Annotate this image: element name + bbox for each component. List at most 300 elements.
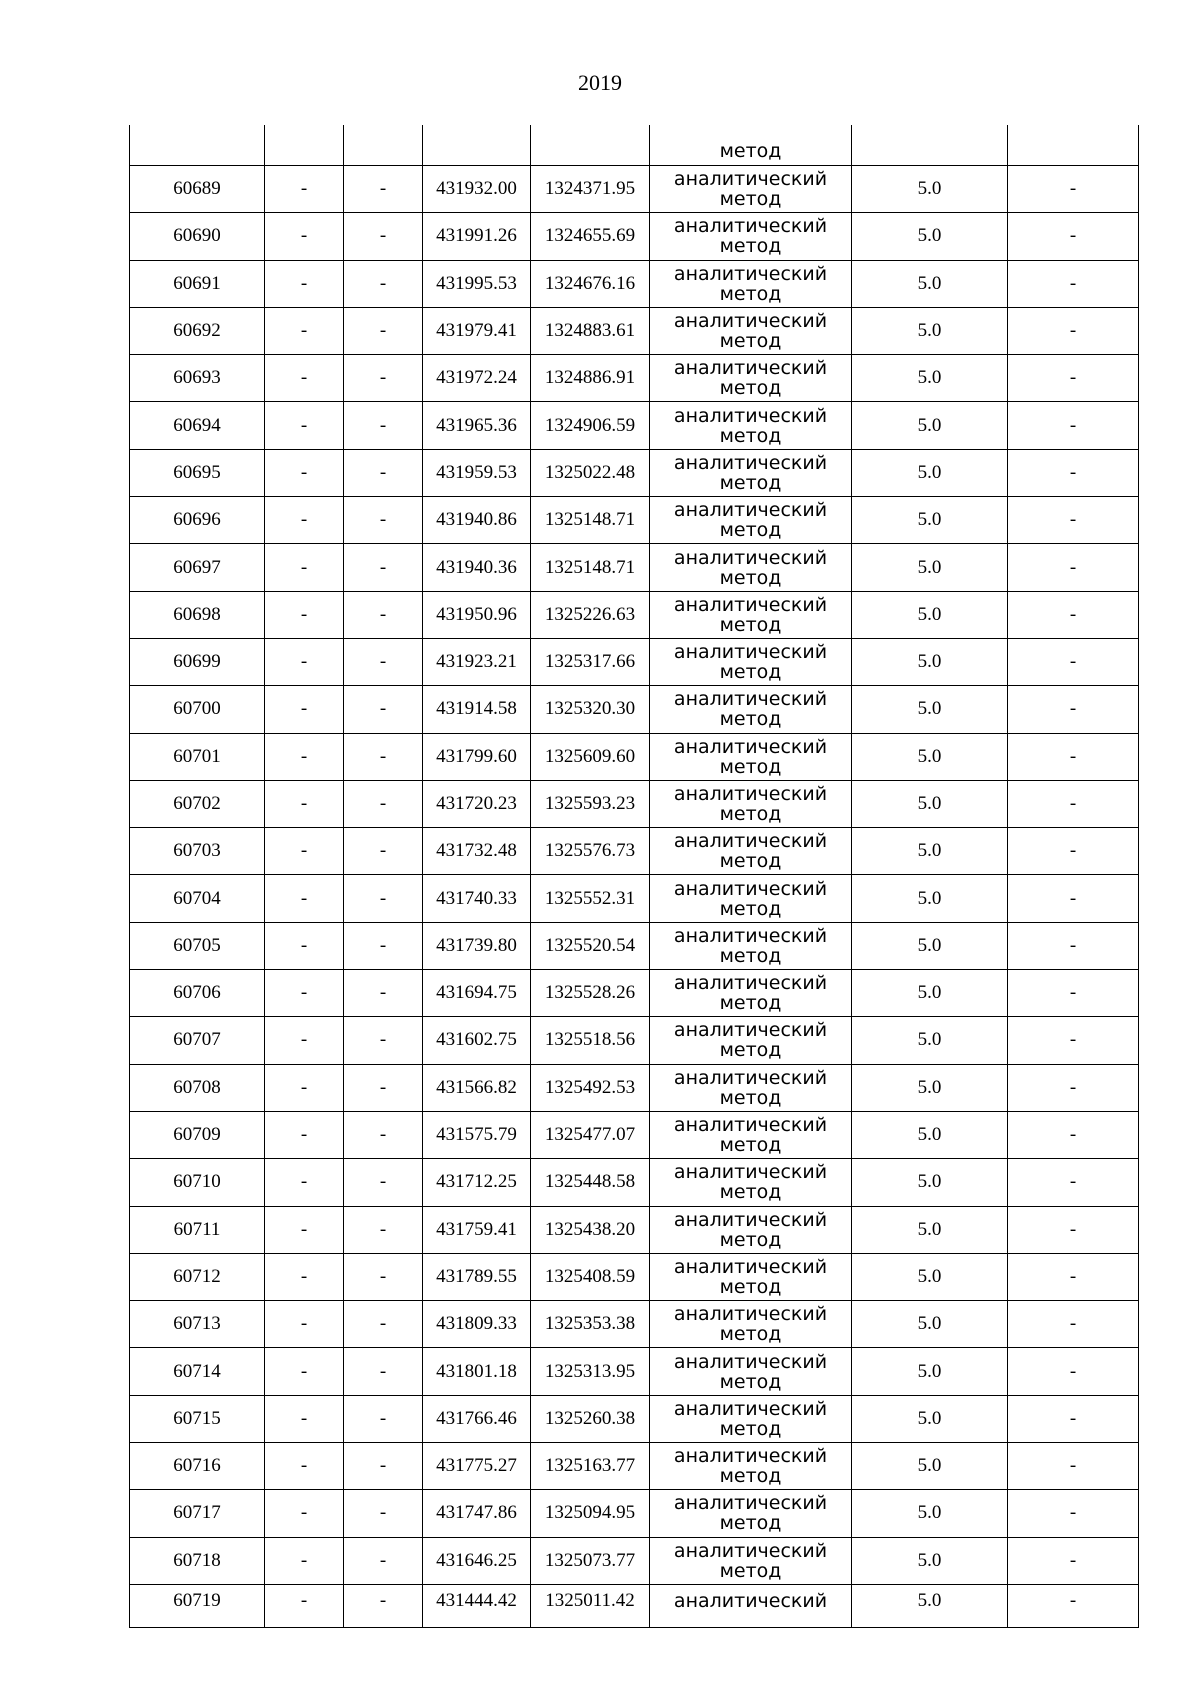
- cell-id: 60699: [130, 638, 265, 685]
- cell-method: [650, 780, 852, 827]
- table-row: [130, 686, 1139, 733]
- cell-col3: -: [344, 307, 423, 354]
- cell-col3: -: [344, 1111, 423, 1158]
- cell-col2: -: [265, 1064, 344, 1111]
- cell-col3: -: [344, 875, 423, 922]
- cell-accuracy: 5.0: [852, 1537, 1008, 1584]
- cell-y: 1324906.59: [531, 402, 650, 449]
- cell-col3: -: [344, 1159, 423, 1206]
- cell-method: [650, 733, 852, 780]
- method-line2: метод: [719, 1134, 782, 1157]
- table-row-continuation: [130, 125, 1139, 166]
- cell-accuracy: 5.0: [852, 497, 1008, 544]
- cell-y: 1325011.42: [531, 1584, 650, 1627]
- method-line2: метод: [719, 1370, 782, 1393]
- cell-accuracy: [852, 125, 1008, 166]
- table-row: [130, 497, 1139, 544]
- cell-method: [650, 1111, 852, 1158]
- cell-col8: [1008, 125, 1139, 166]
- cell-col8: -: [1008, 1301, 1139, 1348]
- cell-col8: -: [1008, 638, 1139, 685]
- cell-x: [423, 125, 531, 166]
- cell-accuracy: 5.0: [852, 686, 1008, 733]
- cell-method: [650, 1395, 852, 1442]
- cell-method: [650, 260, 852, 307]
- cell-y: 1325448.58: [531, 1159, 650, 1206]
- cell-id: 60719: [130, 1584, 265, 1627]
- method-line2: метод: [719, 1559, 782, 1582]
- cell-y: 1325148.71: [531, 544, 650, 591]
- cell-col2: -: [265, 733, 344, 780]
- cell-x: 431646.25: [423, 1537, 531, 1584]
- cell-col8: -: [1008, 828, 1139, 875]
- cell-accuracy: 5.0: [852, 1301, 1008, 1348]
- cell-y: 1325576.73: [531, 828, 650, 875]
- cell-id: 60696: [130, 497, 265, 544]
- cell-accuracy: 5.0: [852, 1253, 1008, 1300]
- method-line2: метод: [719, 424, 782, 447]
- cell-col3: -: [344, 970, 423, 1017]
- cell-y: 1324886.91: [531, 355, 650, 402]
- cell-method: [650, 970, 852, 1017]
- cell-y: 1325148.71: [531, 497, 650, 544]
- table-row: [130, 1064, 1139, 1111]
- cell-y: 1325163.77: [531, 1443, 650, 1490]
- cell-id: 60713: [130, 1301, 265, 1348]
- cell-col3: -: [344, 1017, 423, 1064]
- method-line2: метод: [719, 471, 782, 494]
- cell-id: 60708: [130, 1064, 265, 1111]
- cell-col8: -: [1008, 213, 1139, 260]
- cell-x: 431972.24: [423, 355, 531, 402]
- cell-col2: -: [265, 1111, 344, 1158]
- cell-method: [650, 591, 852, 638]
- cell-accuracy: 5.0: [852, 1584, 1008, 1627]
- table-row: [130, 1443, 1139, 1490]
- cell-col3: -: [344, 1064, 423, 1111]
- cell-id: 60717: [130, 1490, 265, 1537]
- cell-accuracy: 5.0: [852, 875, 1008, 922]
- method-line2: метод: [719, 661, 782, 684]
- cell-id: 60689: [130, 166, 265, 213]
- cell-col8: -: [1008, 1159, 1139, 1206]
- table-row: [130, 970, 1139, 1017]
- cell-col8: -: [1008, 1253, 1139, 1300]
- cell-col8: -: [1008, 1490, 1139, 1537]
- cell-id: 60701: [130, 733, 265, 780]
- method-line2: метод: [719, 566, 782, 589]
- cell-y: 1325477.07: [531, 1111, 650, 1158]
- cell-y: 1325260.38: [531, 1395, 650, 1442]
- cell-y: 1325492.53: [531, 1064, 650, 1111]
- table-row: [130, 307, 1139, 354]
- cell-method: [650, 1490, 852, 1537]
- cell-x: 431991.26: [423, 213, 531, 260]
- table-row: [130, 1159, 1139, 1206]
- cell-x: 431965.36: [423, 402, 531, 449]
- method-line1: аналитический: [673, 357, 828, 380]
- method-line1: аналитический: [673, 688, 828, 711]
- cell-y: 1324883.61: [531, 307, 650, 354]
- cell-col3: -: [344, 1253, 423, 1300]
- cell-col2: [265, 125, 344, 166]
- cell-col3: -: [344, 686, 423, 733]
- cell-method: [650, 213, 852, 260]
- cell-x: 431747.86: [423, 1490, 531, 1537]
- cell-accuracy: 5.0: [852, 260, 1008, 307]
- table-row: [130, 260, 1139, 307]
- cell-col3: -: [344, 260, 423, 307]
- cell-y: 1325408.59: [531, 1253, 650, 1300]
- cell-col8: -: [1008, 497, 1139, 544]
- method-line2: метод: [719, 1465, 782, 1488]
- cell-col8: -: [1008, 1064, 1139, 1111]
- cell-col2: -: [265, 922, 344, 969]
- cell-col2: -: [265, 1159, 344, 1206]
- cell-id: 60714: [130, 1348, 265, 1395]
- method-line1: аналитический: [673, 1445, 828, 1468]
- cell-accuracy: 5.0: [852, 213, 1008, 260]
- cell-accuracy: 5.0: [852, 828, 1008, 875]
- cell-method: [650, 1017, 852, 1064]
- table-row: [130, 1111, 1139, 1158]
- cell-method: [650, 686, 852, 733]
- table-row: [130, 1348, 1139, 1395]
- cell-method: [650, 1584, 852, 1627]
- method-line1: аналитический: [673, 1492, 828, 1515]
- method-line2: метод: [719, 992, 782, 1015]
- cell-id: 60704: [130, 875, 265, 922]
- cell-col8: -: [1008, 780, 1139, 827]
- cell-x: 431740.33: [423, 875, 531, 922]
- method-line2: метод: [719, 1039, 782, 1062]
- cell-col2: -: [265, 402, 344, 449]
- cell-id: 60715: [130, 1395, 265, 1442]
- cell-col8: -: [1008, 875, 1139, 922]
- table-row: [130, 355, 1139, 402]
- cell-col3: -: [344, 1537, 423, 1584]
- cell-col2: -: [265, 780, 344, 827]
- method-line1: аналитический: [673, 546, 828, 569]
- cell-col3: -: [344, 402, 423, 449]
- cell-col3: -: [344, 591, 423, 638]
- table-row: [130, 1395, 1139, 1442]
- cell-col2: -: [265, 591, 344, 638]
- table-row: [130, 544, 1139, 591]
- cell-col2: -: [265, 1584, 344, 1627]
- cell-x: 431766.46: [423, 1395, 531, 1442]
- method-line2: метод: [719, 235, 782, 258]
- method-line1: аналитический: [673, 168, 828, 191]
- cell-method: [650, 828, 852, 875]
- cell-col2: -: [265, 1301, 344, 1348]
- cell-x: 431759.41: [423, 1206, 531, 1253]
- cell-col8: -: [1008, 355, 1139, 402]
- cell-method: [650, 1301, 852, 1348]
- table-row: [130, 166, 1139, 213]
- table-row: [130, 1253, 1139, 1300]
- cell-col2: -: [265, 638, 344, 685]
- cell-y: 1324371.95: [531, 166, 650, 213]
- cell-col3: -: [344, 544, 423, 591]
- cell-col2: -: [265, 1490, 344, 1537]
- cell-x: 431940.36: [423, 544, 531, 591]
- table-row: [130, 1584, 1139, 1627]
- method-line1: аналитический: [673, 1255, 828, 1278]
- cell-accuracy: 5.0: [852, 402, 1008, 449]
- cell-id: 60705: [130, 922, 265, 969]
- cell-method: [650, 125, 852, 166]
- cell-x: 431694.75: [423, 970, 531, 1017]
- cell-accuracy: 5.0: [852, 1159, 1008, 1206]
- cell-method: [650, 1348, 852, 1395]
- cell-col2: -: [265, 497, 344, 544]
- method-line1: аналитический: [673, 451, 828, 474]
- cell-y: 1325520.54: [531, 922, 650, 969]
- coordinates-table: [129, 125, 1139, 1628]
- method-line1: аналитический: [673, 404, 828, 427]
- cell-col3: -: [344, 828, 423, 875]
- cell-method: [650, 1206, 852, 1253]
- cell-y: 1325528.26: [531, 970, 650, 1017]
- cell-x: 431923.21: [423, 638, 531, 685]
- cell-id: 60694: [130, 402, 265, 449]
- table-row: [130, 1017, 1139, 1064]
- cell-col2: -: [265, 1348, 344, 1395]
- cell-id: 60712: [130, 1253, 265, 1300]
- cell-col3: -: [344, 497, 423, 544]
- cell-method: [650, 166, 852, 213]
- cell-y: 1325518.56: [531, 1017, 650, 1064]
- cell-accuracy: 5.0: [852, 638, 1008, 685]
- cell-accuracy: 5.0: [852, 1017, 1008, 1064]
- cell-method: [650, 449, 852, 496]
- cell-x: 431959.53: [423, 449, 531, 496]
- table-row: [130, 780, 1139, 827]
- method-line1: аналитический: [673, 783, 828, 805]
- cell-x: 431932.00: [423, 166, 531, 213]
- cell-id: 60691: [130, 260, 265, 307]
- table-row: [130, 828, 1139, 875]
- cell-col2: -: [265, 166, 344, 213]
- cell-x: 431995.53: [423, 260, 531, 307]
- cell-col2: -: [265, 1253, 344, 1300]
- cell-accuracy: 5.0: [852, 922, 1008, 969]
- cell-method: [650, 1159, 852, 1206]
- cell-method: [650, 355, 852, 402]
- method-line1: аналитический: [673, 1397, 828, 1420]
- method-line1: аналитический: [673, 1114, 828, 1137]
- cell-x: 431720.23: [423, 780, 531, 827]
- cell-x: 431444.42: [423, 1584, 531, 1627]
- cell-col2: -: [265, 213, 344, 260]
- method-line2: метод: [719, 803, 782, 825]
- cell-col2: -: [265, 875, 344, 922]
- method-line2: метод: [719, 1228, 782, 1251]
- cell-col3: -: [344, 1348, 423, 1395]
- cell-x: 431789.55: [423, 1253, 531, 1300]
- cell-id: 60693: [130, 355, 265, 402]
- cell-col8: -: [1008, 1395, 1139, 1442]
- cell-col3: -: [344, 449, 423, 496]
- cell-x: 431712.25: [423, 1159, 531, 1206]
- table-body: [130, 125, 1139, 1627]
- cell-col3: -: [344, 733, 423, 780]
- cell-x: 431914.58: [423, 686, 531, 733]
- cell-col8: -: [1008, 260, 1139, 307]
- method-line2: метод: [719, 330, 782, 353]
- method-line1: аналитический: [673, 593, 828, 616]
- cell-accuracy: 5.0: [852, 970, 1008, 1017]
- cell-col8: -: [1008, 1584, 1139, 1627]
- cell-col8: -: [1008, 970, 1139, 1017]
- table-row: [130, 1490, 1139, 1537]
- method-line2: метод: [719, 708, 782, 731]
- method-line2: метод: [719, 1275, 782, 1298]
- cell-col2: -: [265, 307, 344, 354]
- cell-col3: [344, 125, 423, 166]
- cell-col2: -: [265, 1395, 344, 1442]
- method-line1: аналитический: [673, 262, 828, 285]
- cell-col2: -: [265, 355, 344, 402]
- cell-x: 431739.80: [423, 922, 531, 969]
- method-line1: аналитический: [673, 830, 828, 853]
- table-row: [130, 638, 1139, 685]
- cell-col8: -: [1008, 733, 1139, 780]
- cell-col3: -: [344, 1206, 423, 1253]
- cell-id: 60703: [130, 828, 265, 875]
- method-line2: метод: [719, 282, 782, 305]
- cell-accuracy: 5.0: [852, 780, 1008, 827]
- cell-x: 431602.75: [423, 1017, 531, 1064]
- method-line2: метод: [719, 377, 782, 400]
- table-row: [130, 402, 1139, 449]
- method-line2: метод: [719, 850, 782, 873]
- cell-id: 60707: [130, 1017, 265, 1064]
- cell-col3: -: [344, 1395, 423, 1442]
- method-line2: метод: [719, 755, 782, 778]
- table-row: [130, 591, 1139, 638]
- table-row: [130, 1537, 1139, 1584]
- method-tail: метод: [719, 140, 782, 162]
- cell-x: 431801.18: [423, 1348, 531, 1395]
- cell-col8: -: [1008, 307, 1139, 354]
- cell-col3: -: [344, 638, 423, 685]
- cell-accuracy: 5.0: [852, 355, 1008, 402]
- method-line1: аналитический: [673, 1539, 828, 1562]
- cell-col3: -: [344, 1490, 423, 1537]
- cell-col2: -: [265, 828, 344, 875]
- page-number: 2019: [578, 70, 622, 95]
- cell-accuracy: 5.0: [852, 1064, 1008, 1111]
- method-line1: аналитический: [673, 641, 828, 664]
- cell-method: [650, 1537, 852, 1584]
- cell-accuracy: 5.0: [852, 166, 1008, 213]
- method-line2: метод: [719, 519, 782, 542]
- cell-accuracy: 5.0: [852, 307, 1008, 354]
- table-row: [130, 875, 1139, 922]
- cell-col2: -: [265, 544, 344, 591]
- table-row: [130, 449, 1139, 496]
- cell-y: 1325073.77: [531, 1537, 650, 1584]
- cell-col8: -: [1008, 402, 1139, 449]
- cell-accuracy: 5.0: [852, 1490, 1008, 1537]
- method-line1: аналитический: [673, 1066, 828, 1089]
- method-line2: метод: [719, 944, 782, 967]
- cell-id: 60709: [130, 1111, 265, 1158]
- cell-id: 60690: [130, 213, 265, 260]
- cell-id: 60706: [130, 970, 265, 1017]
- cell-id: 60697: [130, 544, 265, 591]
- cell-col8: -: [1008, 544, 1139, 591]
- table-row: [130, 213, 1139, 260]
- cell-y: 1324676.16: [531, 260, 650, 307]
- table-row: [130, 922, 1139, 969]
- cell-col2: -: [265, 970, 344, 1017]
- cell-accuracy: 5.0: [852, 1443, 1008, 1490]
- cell-col3: -: [344, 1584, 423, 1627]
- cell-col8: -: [1008, 922, 1139, 969]
- cell-col2: -: [265, 1443, 344, 1490]
- cell-col3: -: [344, 780, 423, 827]
- cell-method: [650, 307, 852, 354]
- cell-col8: -: [1008, 1348, 1139, 1395]
- cell-method: [650, 638, 852, 685]
- cell-col3: -: [344, 213, 423, 260]
- cell-col2: -: [265, 1206, 344, 1253]
- method-line1: аналитический: [673, 877, 828, 900]
- cell-accuracy: 5.0: [852, 733, 1008, 780]
- cell-y: 1325226.63: [531, 591, 650, 638]
- cell-y: 1325593.23: [531, 780, 650, 827]
- cell-col8: -: [1008, 1111, 1139, 1158]
- cell-y: 1325438.20: [531, 1206, 650, 1253]
- cell-x: 431950.96: [423, 591, 531, 638]
- cell-col3: -: [344, 166, 423, 213]
- cell-id: 60718: [130, 1537, 265, 1584]
- cell-col8: -: [1008, 1537, 1139, 1584]
- method-line2: метод: [719, 613, 782, 636]
- cell-y: 1325317.66: [531, 638, 650, 685]
- cell-method: [650, 875, 852, 922]
- cell-y: 1325094.95: [531, 1490, 650, 1537]
- cell-col8: -: [1008, 166, 1139, 213]
- method-line2: метод: [719, 1417, 782, 1440]
- cell-x: 431799.60: [423, 733, 531, 780]
- cell-col8: -: [1008, 591, 1139, 638]
- method-line2: метод: [719, 1086, 782, 1109]
- cell-col8: -: [1008, 686, 1139, 733]
- cell-x: 431732.48: [423, 828, 531, 875]
- method-line2: метод: [719, 1181, 782, 1204]
- cell-x: 431775.27: [423, 1443, 531, 1490]
- method-line1: аналитический: [673, 972, 828, 995]
- cell-accuracy: 5.0: [852, 1111, 1008, 1158]
- method-line1: аналитический: [673, 1350, 828, 1373]
- cell-method: [650, 1064, 852, 1111]
- cell-id: 60711: [130, 1206, 265, 1253]
- method-line1: аналитический: [673, 924, 828, 947]
- cell-y: [531, 125, 650, 166]
- cell-method: [650, 922, 852, 969]
- cell-id: [130, 125, 265, 166]
- cell-id: 60695: [130, 449, 265, 496]
- cell-col2: -: [265, 260, 344, 307]
- cell-accuracy: 5.0: [852, 1348, 1008, 1395]
- cell-col8: -: [1008, 1443, 1139, 1490]
- table-row: [130, 1301, 1139, 1348]
- cell-id: 60700: [130, 686, 265, 733]
